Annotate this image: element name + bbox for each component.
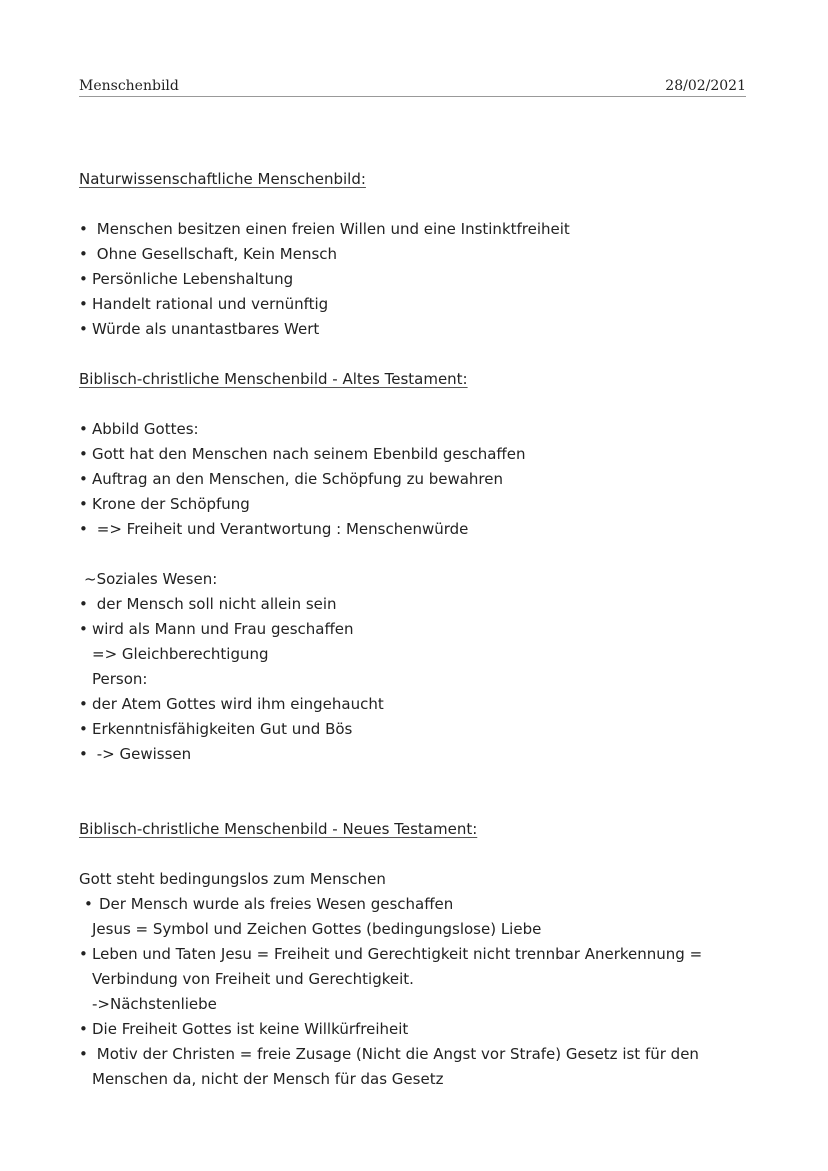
list-continuation: Menschen da, nicht der Mensch für das Gesetz <box>92 1070 444 1088</box>
list-continuation: Person: <box>92 670 148 688</box>
list-item: • der Mensch soll nicht allein sein <box>79 592 759 617</box>
list-item: • Leben und Taten Jesu = Freiheit und Gerechtigkeit nicht trennbar Anerkennung = <box>79 942 759 967</box>
list-item: • der Atem Gottes wird ihm eingehaucht <box>79 692 759 717</box>
list-item: • Die Freiheit Gottes ist keine Willkürfreiheit <box>79 1017 759 1042</box>
list-item: • -> Gewissen <box>79 742 759 767</box>
list-item: • => Freiheit und Verantwortung : Menschenwürde <box>79 517 759 542</box>
list-continuation: ->Nächstenliebe <box>92 995 217 1013</box>
document-date: 28/02/2021 <box>665 78 746 94</box>
list-item: • Auftrag an den Menschen, die Schöpfung zu bewahren <box>79 467 759 492</box>
list-continuation: Jesus = Symbol und Zeichen Gottes (bedingungslose) Liebe <box>92 920 542 938</box>
list-item: • Krone der Schöpfung <box>79 492 759 517</box>
section-heading: Biblisch-christliche Menschenbild - Altes Testament: <box>79 370 468 388</box>
section-heading: Biblisch-christliche Menschenbild - Neues Testament: <box>79 820 478 838</box>
list-item: • Persönliche Lebenshaltung <box>79 267 759 292</box>
list-continuation: Verbindung von Freiheit und Gerechtigkeit. <box>92 970 414 988</box>
list-item: • wird als Mann und Frau geschaffen <box>79 617 759 642</box>
list-item: • Gott hat den Menschen nach seinem Ebenbild geschaffen <box>79 442 759 467</box>
list-item: • Abbild Gottes: <box>79 417 759 442</box>
sub-heading: ~Soziales Wesen: <box>84 570 218 588</box>
list-item: • Erkenntnisfähigkeiten Gut und Bös <box>79 717 759 742</box>
list-item: • Handelt rational und vernünftig <box>79 292 759 317</box>
page-header <box>79 78 746 97</box>
section-heading: Naturwissenschaftliche Menschenbild: <box>79 170 366 188</box>
list-item: • Würde als unantastbares Wert <box>79 317 759 342</box>
list-item: • Ohne Gesellschaft, Kein Mensch <box>79 242 759 267</box>
list-item: • Der Mensch wurde als freies Wesen geschaffen <box>86 892 759 917</box>
document-body <box>79 167 759 1092</box>
intro-text: Gott steht bedingungslos zum Menschen <box>79 870 386 888</box>
list-item: • Menschen besitzen einen freien Willen und eine Instinktfreiheit <box>79 217 759 242</box>
document-title: Menschenbild <box>79 78 179 94</box>
list-continuation: => Gleichberechtigung <box>92 645 269 663</box>
list-item: • Motiv der Christen = freie Zusage (Nicht die Angst vor Strafe) Gesetz ist für den <box>79 1042 759 1067</box>
